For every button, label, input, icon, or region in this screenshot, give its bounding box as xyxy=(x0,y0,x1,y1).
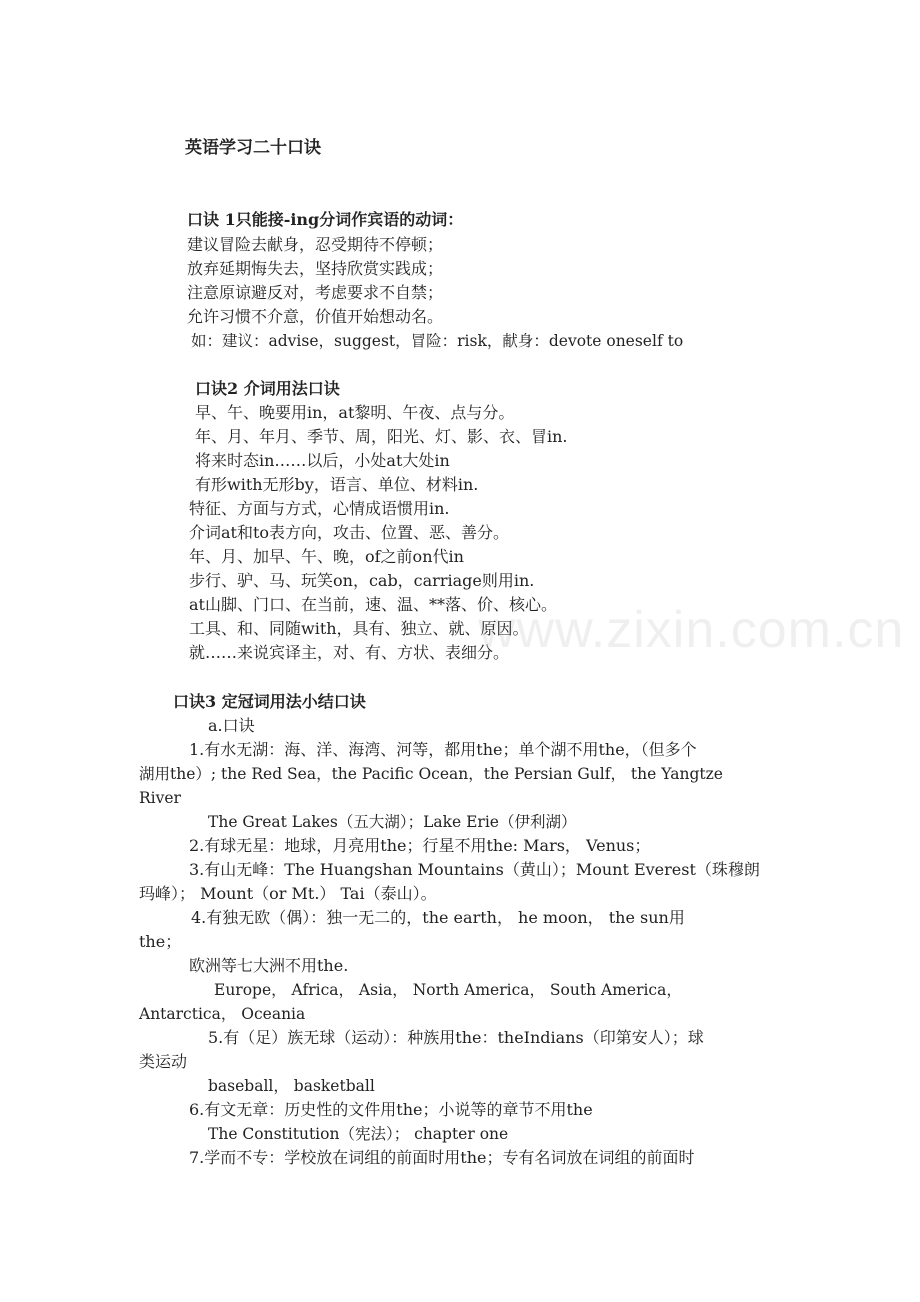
rule-line: The Constitution（宪法）； chapter one xyxy=(208,1125,509,1143)
rule-line: baseball， basketball xyxy=(208,1077,375,1095)
rule-line: Europe， Africa， Asia， North America， South America， xyxy=(214,981,682,999)
section-3-subheading: a.口诀 xyxy=(208,716,255,735)
rule-line: 1.有水无湖：海、洋、海湾、河等，都用the；单个湖不用the，（但多个 xyxy=(189,740,697,759)
section-2-line: 步行、驴、马、玩笑on，cab，carriage则用in. xyxy=(189,571,535,590)
section-2-line: 介词at和to表方向，攻击、位置、恶、善分。 xyxy=(189,523,510,542)
document-title: 英语学习二十口诀 xyxy=(185,138,321,158)
rule-line: 湖用the）; the Red Sea，the Pacific Ocean，the Persian Gulf， the Yangtze xyxy=(139,765,723,783)
section-2-heading: 口诀2 介词用法口诀 xyxy=(195,379,340,398)
rule-line: 类运动 xyxy=(139,1052,188,1071)
rule-line: 欧洲等七大洲不用the. xyxy=(189,956,349,975)
section-2-line: 有形with无形by，语言、单位、材料in. xyxy=(195,475,479,494)
rule-line: The Great Lakes（五大湖）；Lake Erie（伊利湖） xyxy=(208,813,577,831)
section-2-line: 年、月、加早、午、晚，of之前on代in xyxy=(189,547,464,566)
section-2-line: 年、月、年月、季节、周，阳光、灯、影、衣、冒in. xyxy=(195,427,568,446)
rule-line: Antarctica， Oceania xyxy=(139,1005,306,1023)
section-2-line: at山脚、门口、在当前，速、温、**落、价、核心。 xyxy=(189,595,557,614)
section-1-line: 放弃延期悔失去，坚持欣赏实践成； xyxy=(187,259,444,278)
section-2-line: 就……来说宾译主，对、有、方状、表细分。 xyxy=(189,643,510,662)
section-1-line: 允许习惯不介意，价值开始想动名。 xyxy=(187,307,444,326)
rule-line: 4.有独无欧（偶）：独一无二的，the earth， he moon， the sun用 xyxy=(191,908,685,927)
section-2-line: 特征、方面与方式，心情成语惯用in. xyxy=(189,499,450,518)
section-2-line: 将来时态in……以后，小处at大处in xyxy=(195,451,450,470)
rule-line: River xyxy=(139,789,181,807)
section-1-heading: 口诀 1只能接-ing分词作宾语的动词： xyxy=(187,210,464,229)
section-2-line: 工具、和、同随with，具有、独立、就、原因。 xyxy=(189,619,529,638)
section-1-line: 注意原谅避反对，考虑要求不自禁； xyxy=(187,283,444,302)
rule-line: 2.有球无星：地球，月亮用the；行星不用the: Mars， Venus； xyxy=(189,836,651,855)
section-1-example: 如：建议：advise，suggest，冒险：risk，献身：devote oneself to xyxy=(191,332,684,350)
rule-line: 玛峰）； Mount（or Mt.） Tai（泰山）。 xyxy=(139,884,437,903)
section-2-line: 早、午、晚要用in，at黎明、午夜、点与分。 xyxy=(195,403,515,422)
rule-line: 5.有（足）族无球（运动）：种族用the：theIndians（印第安人）；球 xyxy=(208,1028,704,1047)
rule-line: 3.有山无峰：The Huangshan Mountains（黄山）；Mount Everest（珠穆朗 xyxy=(189,860,760,879)
watermark: www.zixin.com.cn xyxy=(478,601,905,659)
section-1-line: 建议冒险去献身，忍受期待不停顿； xyxy=(187,235,444,254)
section-3-heading: 口诀3 定冠词用法小结口诀 xyxy=(173,692,366,711)
rule-line: 6.有文无章：历史性的文件用the；小说等的章节不用the xyxy=(189,1100,593,1119)
rule-line: the； xyxy=(139,932,182,951)
rule-line: 7.学而不专：学校放在词组的前面时用the；专有名词放在词组的前面时 xyxy=(189,1148,695,1167)
